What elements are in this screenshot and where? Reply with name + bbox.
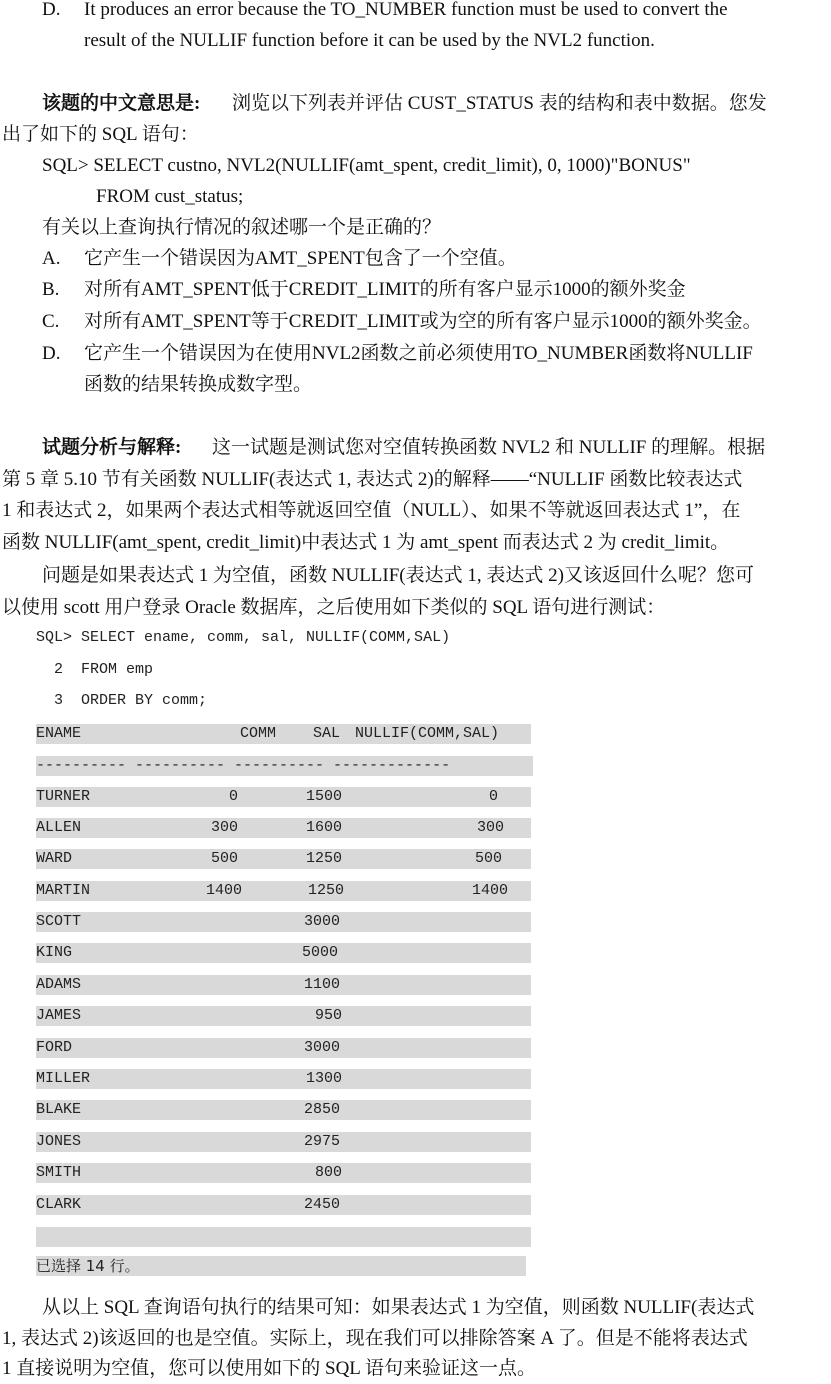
cell-ename: JAMES (36, 1007, 82, 1024)
cell-ename: ALLEN (36, 819, 82, 836)
analysis-text: 这一试题是测试您对空值转换函数 NVL2 和 NULLIF 的理解。根据 (212, 437, 766, 458)
table-row (36, 1100, 531, 1120)
query-line-2: 2 FROM emp (36, 661, 154, 678)
option-letter: C. (42, 311, 60, 332)
analysis-para2-line-2: 以使用 scott 用户登录 Oracle 数据库，之后使用如下类似的 SQL 语句进行测试： (2, 597, 666, 618)
cell-ename: TURNER (36, 788, 91, 805)
cell-sal: 1300 (305, 1070, 342, 1087)
header-comm: COMM (239, 725, 276, 742)
cell-sal: 1250 (307, 882, 344, 899)
translation-heading: 该题的中文意思是: (42, 93, 201, 114)
cell-sal: 2975 (303, 1133, 340, 1150)
table-row (36, 1069, 531, 1089)
analysis-line-2: 第 5 章 5.10 节有关函数 NULLIF(表达式 1, 表达式 2)的解释——“NULLIF 函数比较表达式 (2, 469, 743, 490)
separator-text: ---------- ---------- ---------- ------------- (36, 757, 451, 774)
cell-nullif: 500 (474, 850, 502, 867)
option-text: 对所有AMT_SPENT低于CREDIT_LIMIT的所有客户显示1000的额外奖金 (84, 279, 686, 300)
option-text: result of the NULLIF function before it can be used by the NVL2 function. (84, 30, 655, 51)
analysis-line-3: 1 和表达式 2，如果两个表达式相等就返回空值（NULL）、如果不等就返回表达式 1”，在 (2, 500, 741, 521)
cell-sal: 1600 (305, 819, 342, 836)
cell-ename: FORD (36, 1039, 73, 1056)
option-text: It produces an error because the TO_NUMBER function must be used to convert the (84, 0, 728, 20)
translation-question: 有关以上查询执行情况的叙述哪一个是正确的？ (42, 217, 442, 238)
analysis-para2-line-1: 问题是如果表达式 1 为空值，函数 NULLIF(表达式 1, 表达式 2)又该返回什么呢？您可 (42, 565, 754, 586)
table-row (36, 943, 531, 963)
cell-ename: SCOTT (36, 913, 82, 930)
table-row (36, 881, 531, 901)
cell-sal: 2850 (303, 1101, 340, 1118)
cell-sal: 5000 (301, 944, 338, 961)
query-line-1: SQL> SELECT ename, comm, sal, NULLIF(COMM,SAL) (36, 629, 451, 646)
option-text: 函数的结果转换成数字型。 (84, 374, 313, 395)
result-footer (36, 1256, 526, 1276)
cell-sal: 1500 (305, 788, 342, 805)
cell-sal: 2450 (303, 1196, 340, 1213)
table-row (36, 1163, 531, 1183)
result-header-row (36, 724, 531, 744)
cell-ename: MARTIN (36, 882, 91, 899)
table-row (36, 849, 531, 869)
analysis-heading: 试题分析与解释: (42, 437, 182, 458)
analysis-line-4: 函数 NULLIF(amt_spent, credit_limit)中表达式 1 为 amt_spent 而表达式 2 为 credit_limit。 (2, 532, 730, 553)
option-text: 它产生一个错误因为AMT_SPENT包含了一个空值。 (84, 248, 517, 269)
cell-sal: 3000 (303, 1039, 340, 1056)
conclusion-line-2: 1, 表达式 2)该返回的也是空值。实际上，现在我们可以排除答案 A 了。但是不能将表达式 (2, 1328, 748, 1349)
footer-text: 已选择 14 行。 (36, 1257, 140, 1275)
conclusion-line-1: 从以上 SQL 查询语句执行的结果可知：如果表达式 1 为空值，则函数 NULLIF(表达式 (42, 1297, 755, 1318)
cell-comm: 300 (210, 819, 238, 836)
table-row (36, 1006, 531, 1026)
translation-sql-2: FROM cust_status; (96, 186, 244, 207)
cell-ename: SMITH (36, 1164, 82, 1181)
translation-line-2: 出了如下的 SQL 语句： (2, 124, 199, 145)
header-ename: ENAME (36, 725, 82, 742)
cell-ename: JONES (36, 1133, 82, 1150)
result-separator (36, 756, 533, 776)
blank-row (36, 1227, 531, 1247)
cell-nullif: 300 (476, 819, 504, 836)
header-nullif: NULLIF(COMM,SAL) (355, 725, 500, 742)
cell-sal: 1100 (303, 976, 340, 993)
cell-ename: MILLER (36, 1070, 91, 1087)
cell-sal: 1250 (305, 850, 342, 867)
option-text: 对所有AMT_SPENT等于CREDIT_LIMIT或为空的所有客户显示1000的额外奖金。 (84, 311, 762, 332)
option-letter: B. (42, 279, 60, 300)
translation-text: 浏览以下列表并评估 CUST_STATUS 表的结构和表中数据。您发 (232, 93, 767, 114)
table-row (36, 975, 531, 995)
cell-sal: 950 (314, 1007, 342, 1024)
table-row (36, 787, 531, 807)
cell-nullif: 0 (488, 788, 498, 805)
cell-comm: 500 (210, 850, 238, 867)
cell-ename: ADAMS (36, 976, 82, 993)
option-letter: A. (42, 248, 61, 269)
cell-ename: CLARK (36, 1196, 82, 1213)
table-row (36, 1132, 531, 1152)
cell-nullif: 1400 (471, 882, 508, 899)
header-sal: SAL (313, 725, 341, 742)
cell-ename: WARD (36, 850, 73, 867)
option-letter: D. (42, 0, 61, 20)
cell-ename: KING (36, 944, 73, 961)
cell-sal: 3000 (303, 913, 340, 930)
cell-comm: 0 (228, 788, 238, 805)
cell-comm: 1400 (205, 882, 242, 899)
query-line-3: 3 ORDER BY comm; (36, 692, 208, 709)
option-letter: D. (42, 343, 61, 364)
translation-sql-1: SQL> SELECT custno, NVL2(NULLIF(amt_spent, credit_limit), 0, 1000)"BONUS" (42, 155, 691, 176)
table-row (36, 912, 531, 932)
table-row (36, 1038, 531, 1058)
table-row (36, 1195, 531, 1215)
table-row (36, 818, 531, 838)
cell-sal: 800 (314, 1164, 342, 1181)
conclusion-line-3: 1 直接说明为空值，您可以使用如下的 SQL 语句来验证这一点。 (2, 1358, 536, 1379)
option-text: 它产生一个错误因为在使用NVL2函数之前必须使用TO_NUMBER函数将NULLIF (84, 343, 753, 364)
cell-ename: BLAKE (36, 1101, 82, 1118)
